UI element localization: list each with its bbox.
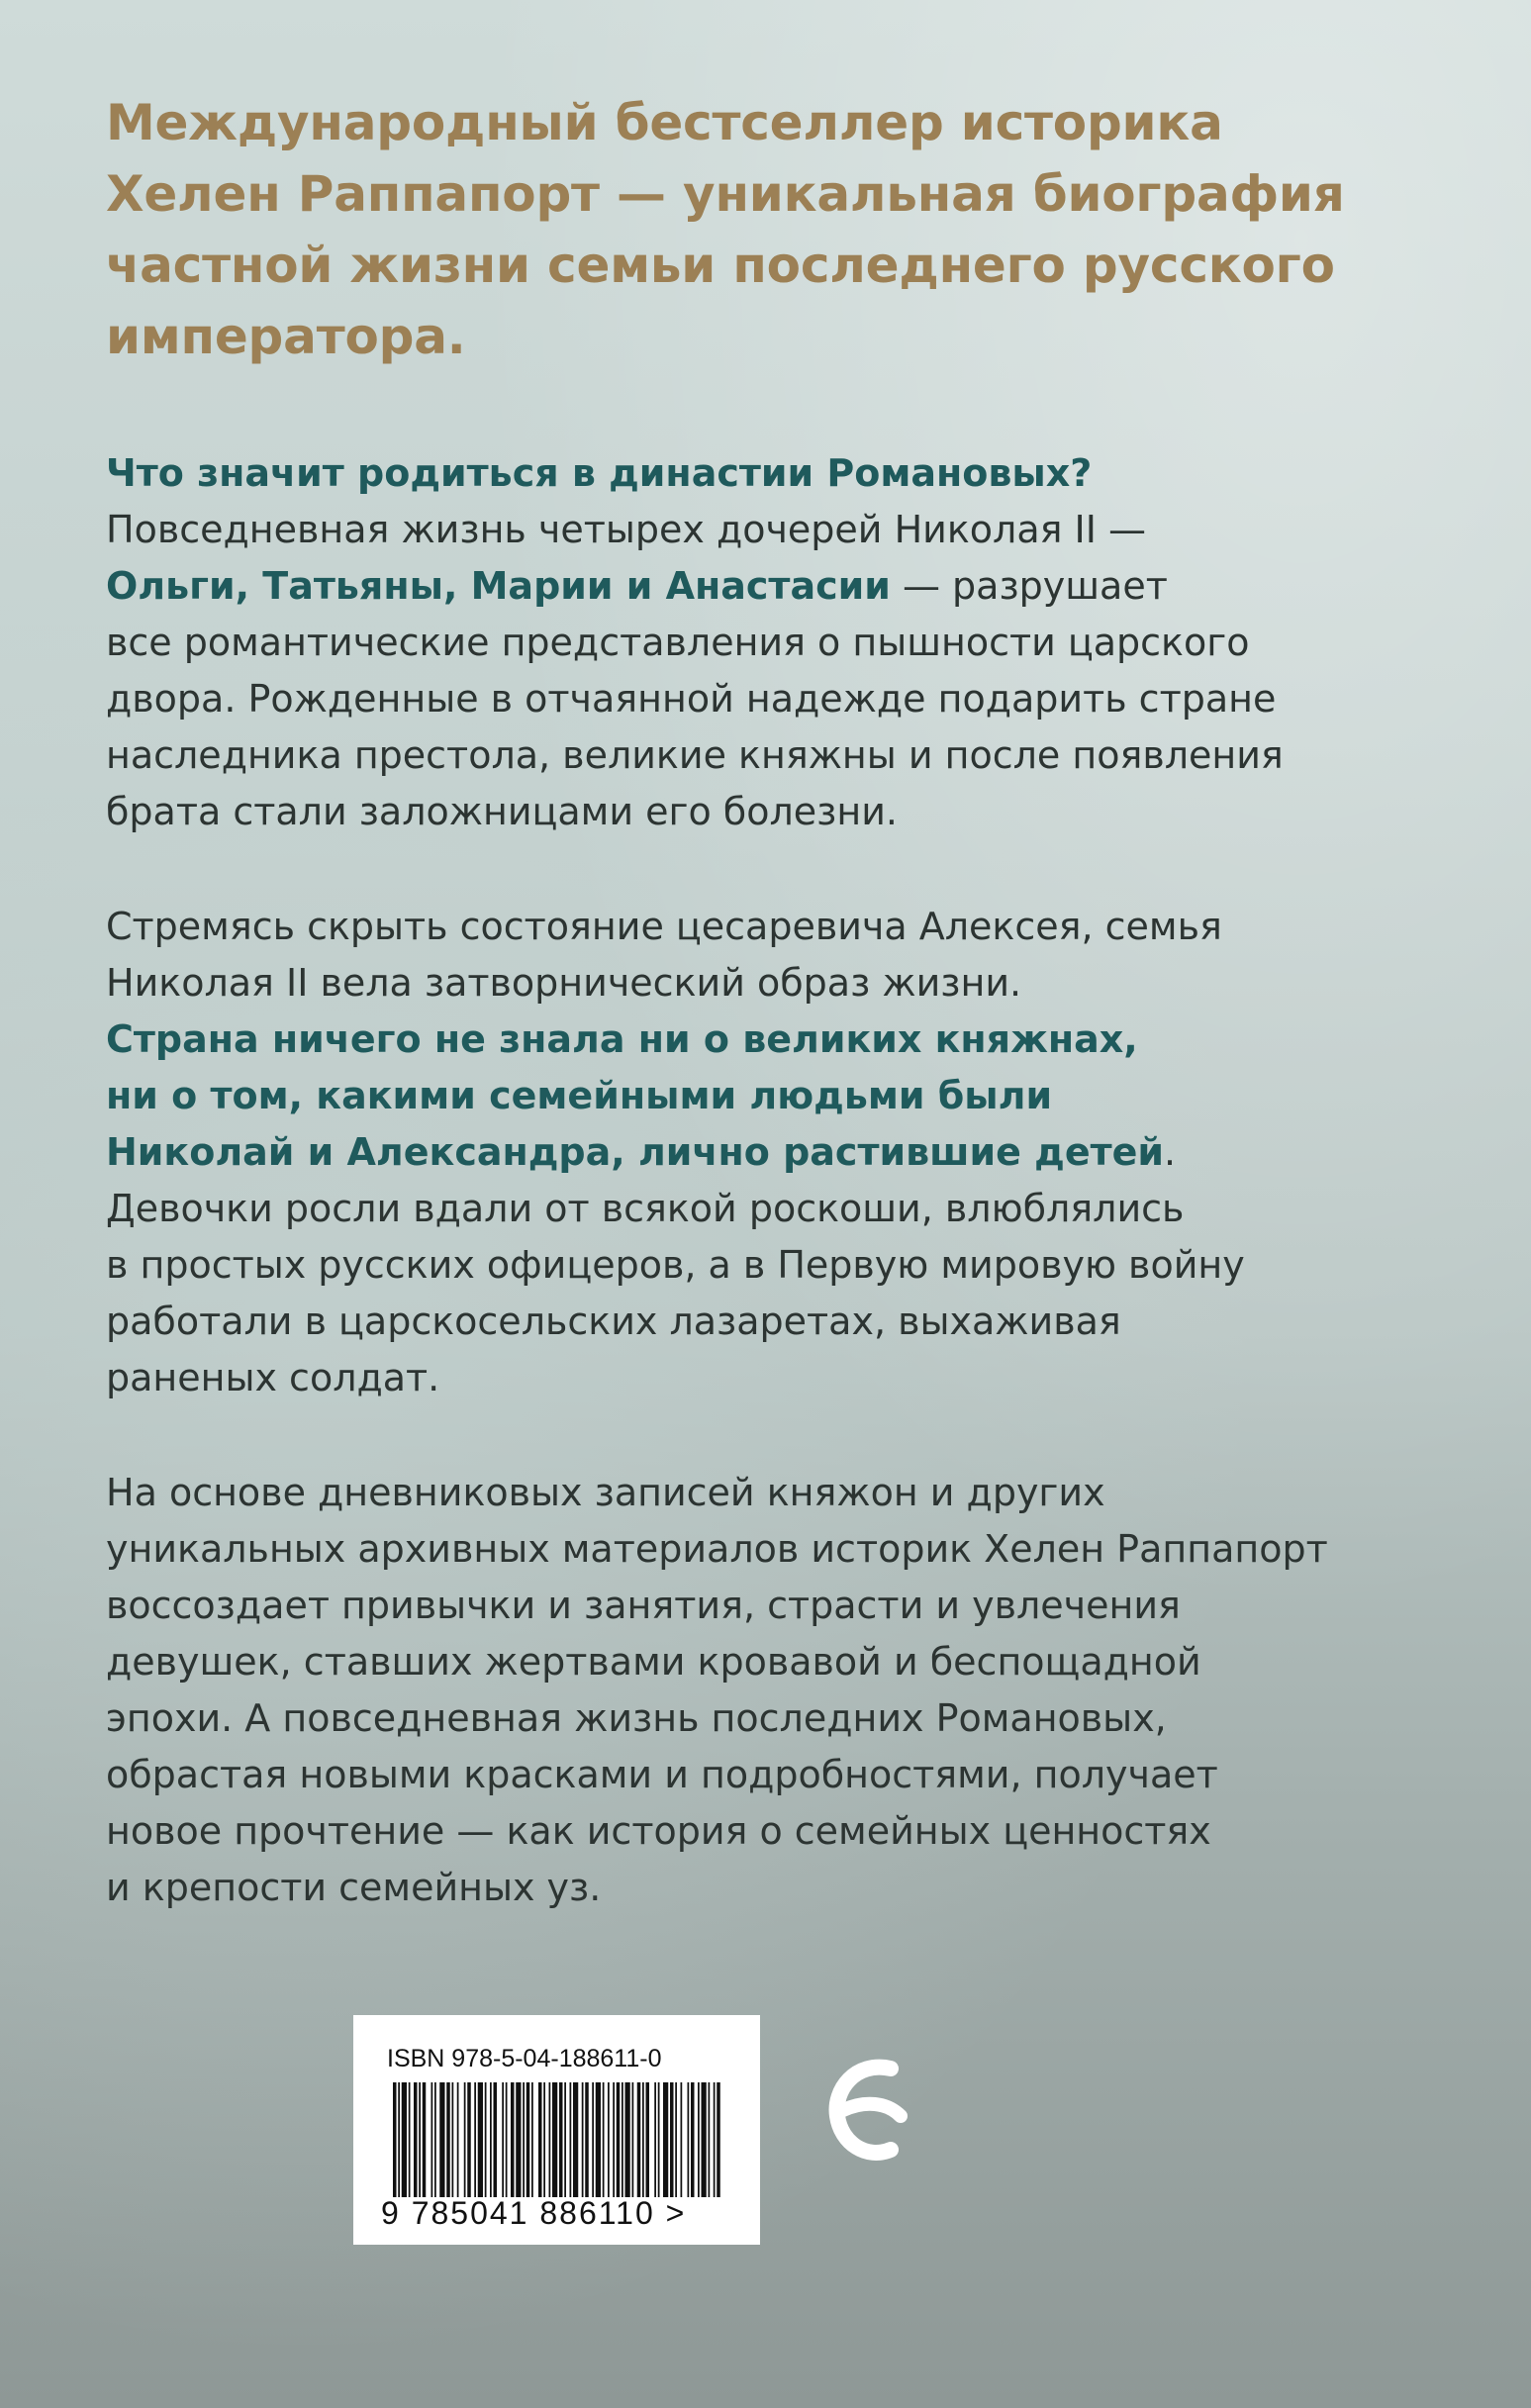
highlight-line: Страна ничего не знала ни о великих княжнах, [106,1017,1138,1061]
barcode-bar [709,2082,711,2197]
tagline-line: Хелен Раппапорт — уникальная биография [106,165,1345,223]
barcode-bar [637,2082,641,2197]
paragraph-line: Николая II вела затворнический образ жизни. [106,961,1022,1005]
barcode-bar [654,2082,656,2197]
barcode-bar [478,2082,483,2197]
barcode-bar [464,2082,466,2197]
paragraph-line: Стремясь скрыть состояние цесаревича Алексея, семья [106,905,1222,948]
paragraph-line: уникальных архивных материалов историк Хелен Раппапорт [106,1527,1328,1571]
barcode-bar [675,2082,677,2197]
barcode-bar [632,2082,634,2197]
barcode-bar [603,2082,605,2197]
description-paragraph-3 [106,1465,1373,1916]
paragraph-line: Повседневная жизнь четырех дочерей Николая II — [106,508,1147,551]
barcode-bar [608,2082,610,2197]
barcode-bar [552,2082,557,2197]
barcode-bar [570,2082,572,2197]
barcode-bar [538,2082,542,2197]
barcode-bar [446,2082,450,2197]
barcode-bar [414,2082,418,2197]
barcode-bars [393,2082,721,2197]
barcode-bar [494,2082,498,2197]
paragraph-line [106,1124,1373,1181]
barcode-bar [613,2082,615,2197]
barcode-bar [646,2082,650,2197]
paragraph-line: работали в царскосельских лазаретах, выхаживая [106,1300,1121,1343]
barcode-bar [592,2082,594,2197]
barcode-bar [439,2082,444,2197]
period: . [1164,1130,1177,1174]
paragraph-line: новое прочтение — как история о семейных ценностях [106,1809,1211,1853]
paragraph-line: обрастая новыми красками и подробностями, получает [106,1753,1218,1796]
barcode-bar [423,2082,427,2197]
isbn-barcode [353,2015,760,2245]
barcode-bar [409,2082,411,2197]
barcode-bar [573,2082,578,2197]
tagline [106,87,1353,372]
barcode-bar [596,2082,601,2197]
paragraph-line: девушек, ставших жертвами кровавой и беспощадной [106,1640,1201,1684]
barcode-bar [663,2082,668,2197]
paragraph-line: и крепости семейных уз. [106,1866,602,1909]
highlight-line: Николай и Александра, лично растившие детей [106,1130,1165,1174]
barcode-bar [457,2082,459,2197]
barcode-bar [502,2082,504,2197]
barcode-bar [681,2082,683,2197]
barcode-bar [419,2082,421,2197]
paragraph-line: брата стали заложницами его болезни. [106,790,898,833]
tagline-line: частной жизни семьи последнего русского [106,237,1335,294]
barcode-bar [622,2082,623,2197]
barcode-bar [691,2082,695,2197]
barcode-bar [511,2082,515,2197]
barcode-bar [559,2082,563,2197]
barcode-bar [526,2082,530,2197]
barcode-bar [474,2082,476,2197]
paragraph-line: эпохи. А повседневная жизнь последних Романовых, [106,1696,1167,1740]
barcode-bar [531,2082,533,2197]
barcode-bar [490,2082,492,2197]
barcode-bar [717,2082,720,2197]
question-heading: Что значит родиться в династии Романовых? [106,451,1093,495]
barcode-bar [516,2082,521,2197]
barcode-bar [585,2082,589,2197]
isbn-digits: 9 785041 886110 > [381,2195,687,2231]
barcode-bar [402,2082,407,2197]
isbn-label: ISBN 978-5-04-188611-0 [387,2045,662,2072]
barcode-bar [617,2082,621,2197]
barcode-bar [642,2082,644,2197]
paragraph-line: На основе дневниковых записей княжон и других [106,1471,1105,1514]
barcode-bar [582,2082,584,2197]
paragraph-line-rest: — разрушает [890,564,1168,608]
barcode-bar [688,2082,690,2197]
paragraph-line: все романтические представления о пышности царского [106,621,1250,664]
highlight-line: ни о том, какими семейными людьми были [106,1074,1053,1117]
barcode-bar [625,2082,630,2197]
description-paragraph-1 [106,445,1373,840]
paragraph-line [106,558,1373,615]
barcode-bar [485,2082,487,2197]
barcode-bar [670,2082,674,2197]
barcode-bar [714,2082,716,2197]
barcode-bar [523,2082,525,2197]
daughters-names: Ольги, Татьяны, Марии и Анастасии [106,564,891,608]
barcode-bar [564,2082,566,2197]
paragraph-line: двора. Рожденные в отчаянной надежде подарить стране [106,677,1277,721]
barcode-bar [393,2082,397,2197]
barcode-bar [658,2082,660,2197]
description-paragraph-2 [106,899,1373,1406]
eksmo-logo-icon [825,2047,912,2177]
tagline-line: императора. [106,308,466,365]
paragraph-line: воссоздает привычки и занятия, страсти и увлечения [106,1584,1181,1627]
paragraph-line: в простых русских офицеров, а в Первую мировую войну [106,1243,1245,1287]
barcode-bar [431,2082,433,2197]
barcode-bar [398,2082,400,2197]
barcode-bar [467,2082,471,2197]
paragraph-line: наследника престола, великие княжны и после появления [106,733,1284,777]
barcode-bar [452,2082,454,2197]
barcode-bar [698,2082,700,2197]
tagline-line: Международный бестселлер историка [106,94,1223,151]
barcode-bar [434,2082,436,2197]
barcode-bar [543,2082,545,2197]
paragraph-line: Девочки росли вдали от всякой роскоши, влюблялись [106,1187,1185,1230]
barcode-bar [702,2082,707,2197]
barcode-bar [549,2082,551,2197]
barcode-bar [506,2082,508,2197]
paragraph-line: раненых солдат. [106,1356,440,1399]
